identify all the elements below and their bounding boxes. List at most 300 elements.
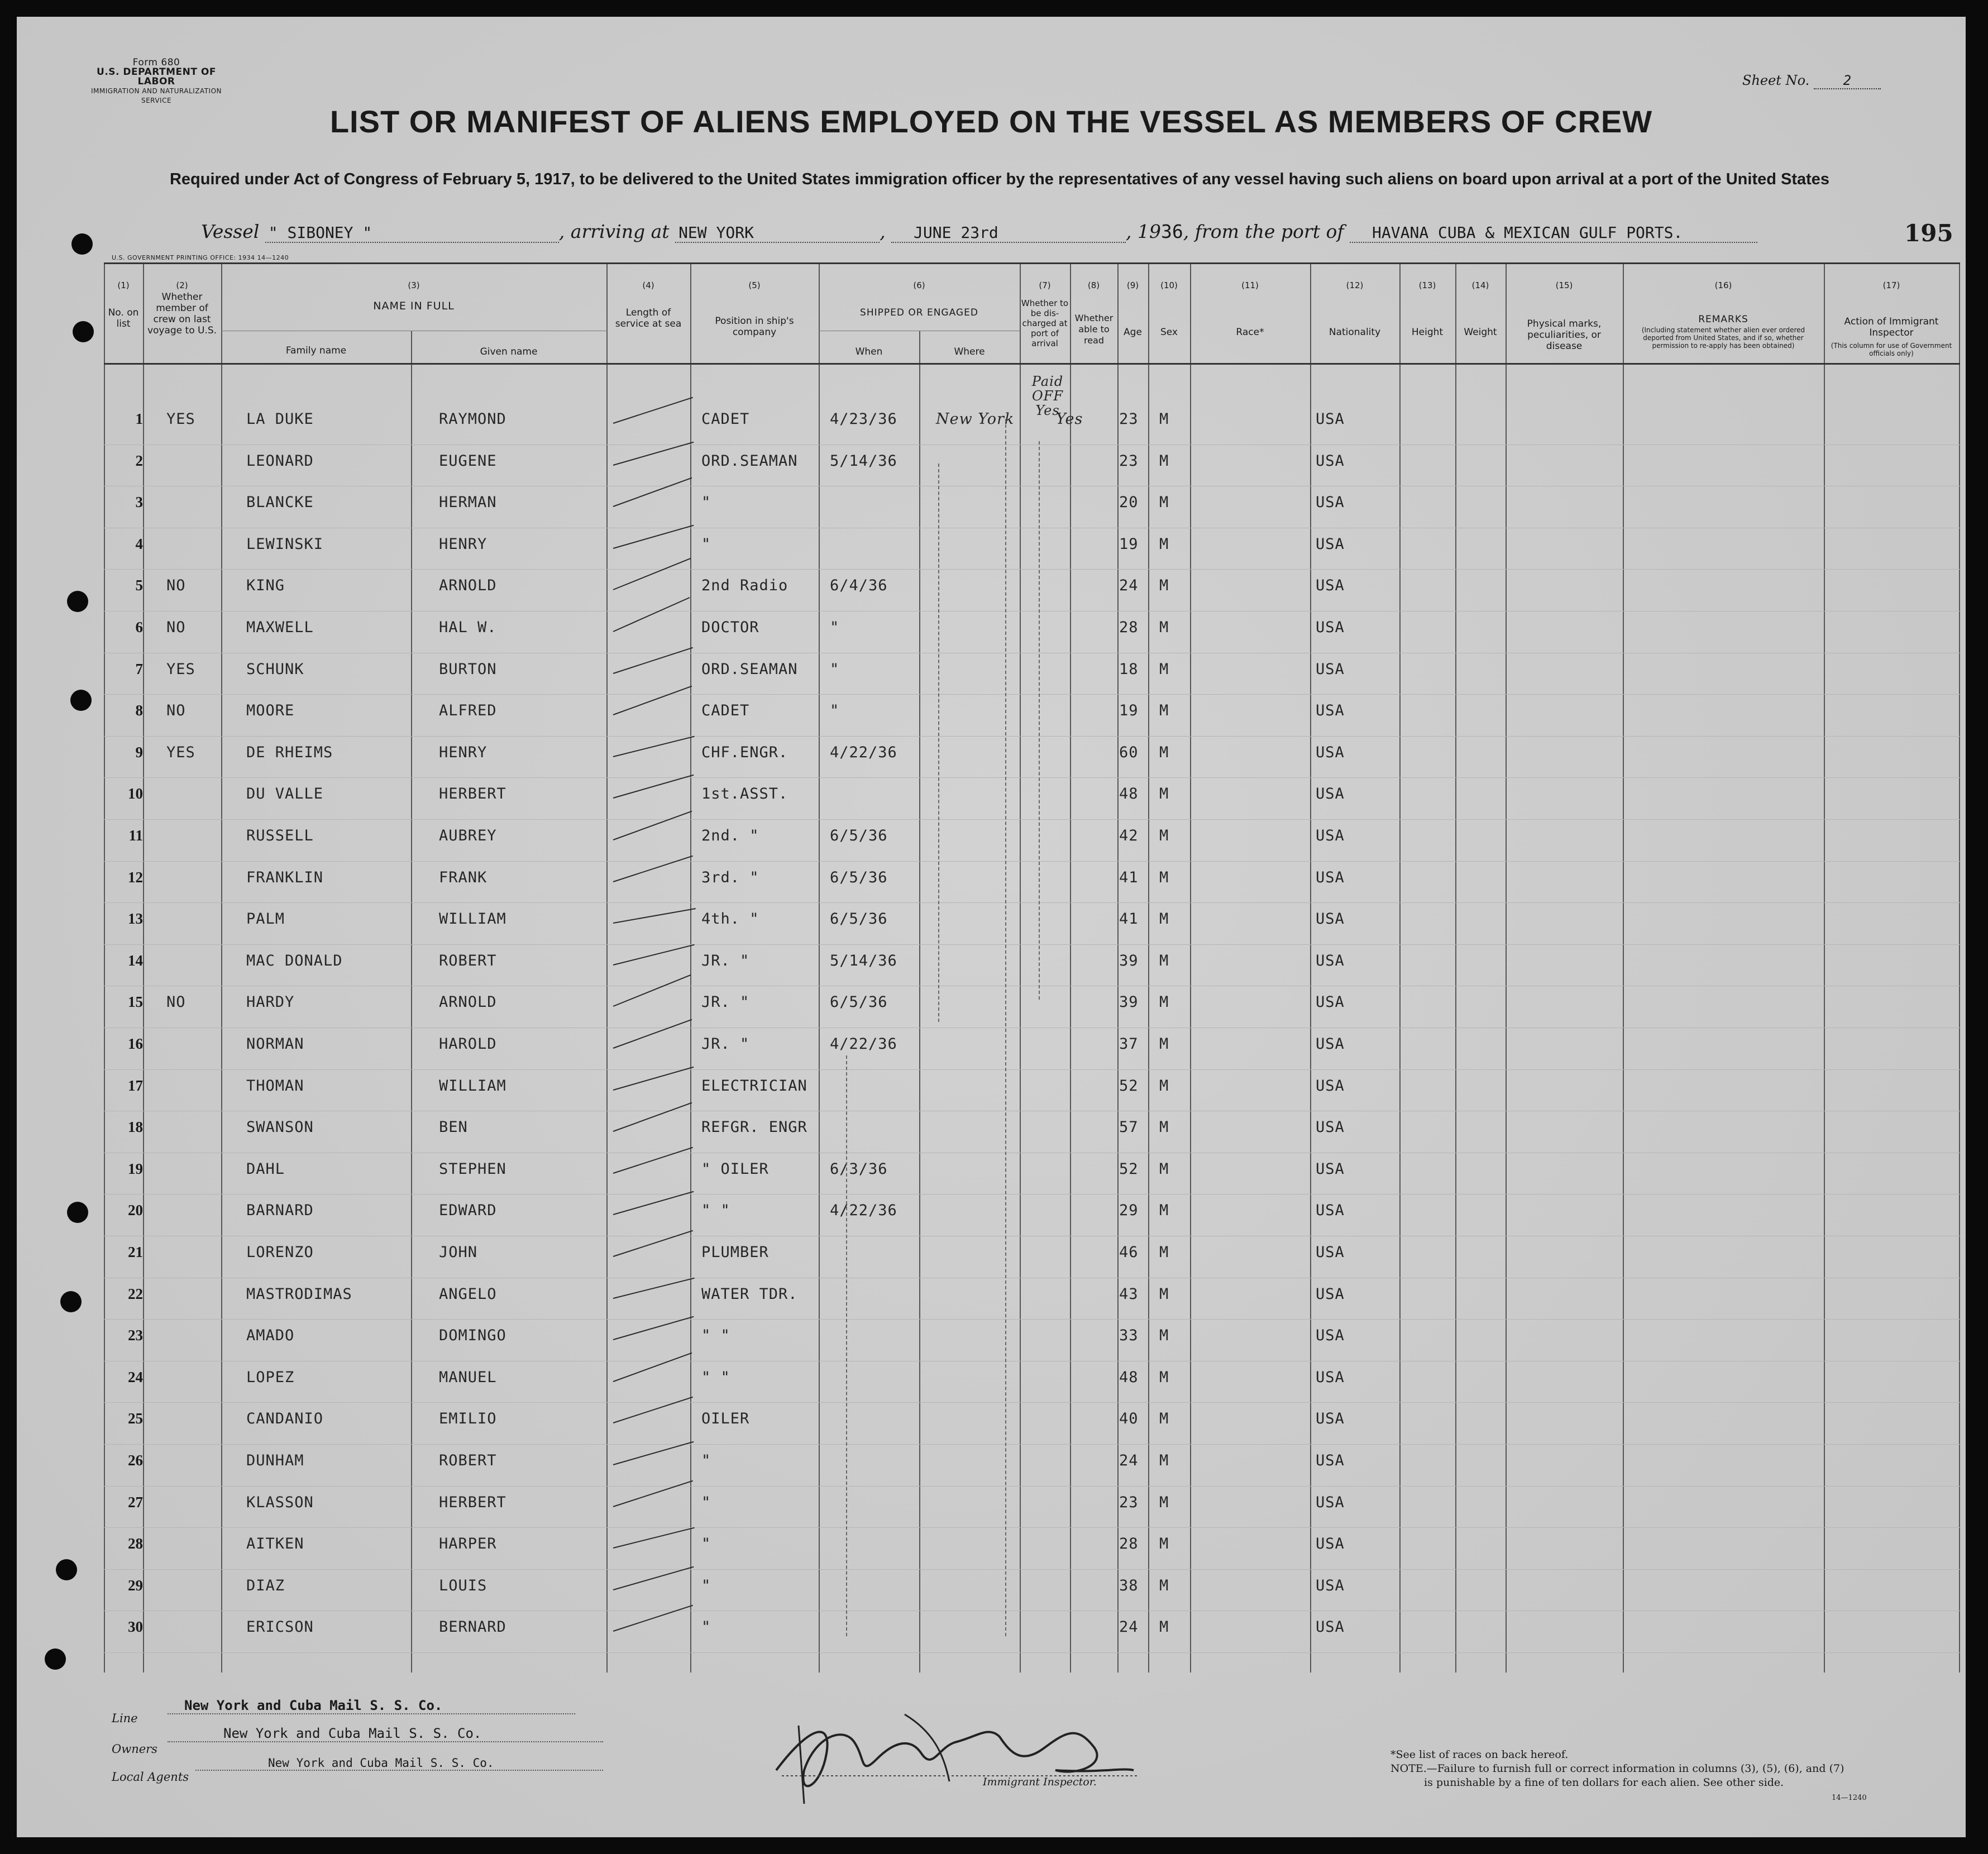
col-num-14: (14) [1471, 280, 1489, 290]
position-cell: 2nd. " [701, 827, 759, 844]
row-number: 29 [128, 1576, 143, 1594]
family-name-cell: MOORE [246, 702, 295, 720]
nationality-cell: USA [1316, 1618, 1345, 1636]
age-cell: 24 [1119, 577, 1139, 595]
family-name-cell: RUSSELL [246, 827, 314, 844]
row-number: 14 [128, 952, 143, 969]
table-row [104, 952, 1960, 994]
table-row [104, 1577, 1960, 1619]
col-head-able-read: Whether able to read [1074, 313, 1114, 346]
position-cell: CHF.ENGR. [701, 743, 788, 761]
nationality-cell: USA [1316, 952, 1345, 969]
row-number: 18 [128, 1119, 143, 1136]
position-cell: ORD.SEAMAN [701, 660, 798, 678]
position-cell: CADET [701, 702, 750, 720]
age-cell: 39 [1119, 952, 1139, 969]
given-name-cell: AUBREY [439, 827, 497, 844]
position-cell: " " [701, 1368, 730, 1386]
position-cell: " OILER [701, 1160, 769, 1178]
service-pen-stroke [613, 908, 696, 924]
given-name-cell: WILLIAM [439, 1077, 506, 1095]
vessel-label: Vessel [201, 221, 260, 242]
nationality-cell: USA [1316, 1035, 1345, 1053]
manifest-sheet [17, 17, 1966, 1837]
col-num-17: (17) [1882, 280, 1900, 290]
nationality-cell: USA [1316, 1535, 1345, 1553]
family-name-cell: LEONARD [246, 452, 314, 470]
position-cell: JR. " [701, 993, 750, 1011]
position-cell: DOCTOR [701, 619, 759, 636]
position-cell: " [701, 535, 711, 553]
age-cell: 37 [1119, 1035, 1139, 1053]
nationality-cell: USA [1316, 868, 1345, 886]
row-number: 1 [135, 410, 143, 427]
col-head-physical-marks: Physical marks, peculiarities, or disease [1527, 318, 1602, 352]
given-name-cell: FRANK [439, 868, 488, 886]
previous-voyage-cell: NO [166, 702, 186, 720]
col-num-6: (6) [913, 280, 925, 290]
sex-cell: M [1159, 785, 1169, 803]
table-row [104, 1494, 1960, 1536]
family-name-cell: LEWINSKI [246, 535, 324, 553]
given-name-cell: ARNOLD [439, 577, 497, 595]
age-cell: 23 [1119, 410, 1139, 428]
family-name-cell: MAXWELL [246, 619, 314, 636]
given-name-cell: LOUIS [439, 1576, 488, 1594]
previous-voyage-cell: YES [166, 660, 195, 678]
age-cell: 42 [1119, 827, 1139, 844]
nationality-cell: USA [1316, 577, 1345, 595]
form-identifier [78, 58, 235, 106]
previous-voyage-cell: NO [166, 993, 186, 1011]
family-name-cell: LA DUKE [246, 410, 314, 428]
age-cell: 46 [1119, 1244, 1139, 1261]
position-cell: " [701, 494, 711, 512]
col-head-length-service: Length of service at sea [615, 307, 682, 329]
sex-cell: M [1159, 1202, 1169, 1220]
sex-cell: M [1159, 1244, 1169, 1261]
sex-cell: M [1159, 952, 1169, 969]
shipped-when-cell: 6/4/36 [830, 577, 888, 595]
given-name-cell: MANUEL [439, 1368, 497, 1386]
nationality-cell: USA [1316, 494, 1345, 512]
sex-cell: M [1159, 1368, 1169, 1386]
family-name-cell: DAHL [246, 1160, 285, 1178]
printing-office-line: U.S. GOVERNMENT PRINTING OFFICE: 1934 14—1240 [112, 254, 289, 261]
age-cell: 43 [1119, 1285, 1139, 1303]
shipped-when-cell: " [830, 660, 840, 678]
col-head-remarks: REMARKS [1698, 314, 1748, 325]
given-name-cell: JOHN [439, 1244, 478, 1261]
family-name-cell: AITKEN [246, 1535, 304, 1553]
nationality-cell: USA [1316, 1077, 1345, 1095]
col-head-inspector-action: Action of Immigrant Inspector [1844, 316, 1939, 338]
table-row [104, 785, 1960, 827]
shipped-when-cell: 6/3/36 [830, 1160, 888, 1178]
family-name-cell: MAC DONALD [246, 952, 343, 969]
table-row [104, 1160, 1960, 1202]
sex-cell: M [1159, 452, 1169, 470]
col-head-given-name: Given name [480, 346, 538, 357]
position-cell: ELECTRICIAN [701, 1077, 807, 1095]
sex-cell: M [1159, 619, 1169, 636]
col-head-name: NAME IN FULL [373, 300, 455, 312]
table-row [104, 494, 1960, 536]
given-name-cell: ANGELO [439, 1285, 497, 1303]
shipped-when-cell: 4/22/36 [830, 1035, 897, 1053]
sex-cell: M [1159, 868, 1169, 886]
nationality-cell: USA [1316, 1410, 1345, 1428]
table-row [104, 910, 1960, 952]
given-name-cell: DOMINGO [439, 1327, 506, 1345]
row-number: 2 [135, 452, 143, 469]
discharged-note: Paid OFF Yes [1031, 374, 1064, 418]
family-name-cell: DU VALLE [246, 785, 324, 803]
punch-hole [60, 1291, 82, 1312]
given-name-cell: HERBERT [439, 1493, 506, 1511]
family-name-cell: KLASSON [246, 1493, 314, 1511]
nationality-cell: USA [1316, 619, 1345, 636]
given-name-cell: BEN [439, 1119, 468, 1136]
given-name-cell: EUGENE [439, 452, 497, 470]
col-num-8: (8) [1087, 280, 1100, 290]
shipped-when-cell: " [830, 619, 840, 636]
family-name-cell: LOPEZ [246, 1368, 295, 1386]
col-head-when: When [855, 346, 883, 357]
age-cell: 19 [1119, 702, 1139, 720]
given-name-cell: ROBERT [439, 1452, 497, 1469]
sex-cell: M [1159, 577, 1169, 595]
family-name-cell: SCHUNK [246, 660, 304, 678]
position-cell: WATER TDR. [701, 1285, 798, 1303]
nationality-cell: USA [1316, 410, 1345, 428]
penalty-note-1: NOTE.—Failure to furnish full or correct information in columns (3), (5), (6), and (7) [1390, 1762, 1844, 1775]
table-row [104, 619, 1960, 661]
age-cell: 23 [1119, 452, 1139, 470]
page-stamp: 195 [1904, 219, 1953, 247]
sex-cell: M [1159, 1327, 1169, 1345]
col-head-nationality: Nationality [1328, 327, 1381, 338]
punch-hole [67, 591, 88, 612]
shipped-where-cell: New York [936, 410, 1015, 428]
col-num-16: (16) [1714, 280, 1732, 290]
col-num-9: (9) [1126, 280, 1139, 290]
given-name-cell: STEPHEN [439, 1160, 506, 1178]
col-num-4: (4) [642, 280, 654, 290]
col-num-12: (12) [1346, 280, 1364, 290]
col-num-3: (3) [408, 280, 420, 290]
family-name-cell: HARDY [246, 993, 295, 1011]
col-num-5: (5) [748, 280, 761, 290]
given-name-cell: HAL W. [439, 619, 497, 636]
table-row [104, 1244, 1960, 1286]
crew-table [104, 262, 1960, 1673]
position-cell: " [701, 1452, 711, 1469]
position-cell: " [701, 1493, 711, 1511]
local-agents-value: New York and Cuba Mail S. S. Co. [195, 1756, 603, 1771]
col-head-sex: Sex [1160, 327, 1178, 338]
given-name-cell: HAROLD [439, 1035, 497, 1053]
position-cell: 4th. " [701, 910, 759, 928]
family-name-cell: CANDANIO [246, 1410, 324, 1428]
year-suffix: 36 [1161, 221, 1183, 242]
row-number: 12 [128, 868, 143, 886]
vessel-info-line: Vessel " SIBONEY " , arriving at NEW YORK , JUNE 23rd , 1936, from the port of HAVANA CUBA & MEXICAN GULF PORTS. [201, 221, 1820, 254]
nationality-cell: USA [1316, 452, 1345, 470]
table-row [104, 827, 1960, 869]
table-row [104, 993, 1960, 1035]
row-number: 23 [128, 1327, 143, 1344]
row-number: 6 [135, 619, 143, 635]
col-head-race: Race* [1236, 327, 1264, 338]
col-num-10: (10) [1160, 280, 1178, 290]
table-row [104, 1535, 1960, 1577]
nationality-cell: USA [1316, 910, 1345, 928]
age-cell: 38 [1119, 1576, 1139, 1594]
age-cell: 41 [1119, 910, 1139, 928]
row-number: 16 [128, 1035, 143, 1052]
col-num-11: (11) [1241, 280, 1259, 290]
row-number: 30 [128, 1618, 143, 1636]
position-cell: 2nd Radio [701, 577, 788, 595]
sex-cell: M [1159, 1410, 1169, 1428]
given-name-cell: HENRY [439, 743, 488, 761]
previous-voyage-cell: NO [166, 577, 186, 595]
age-cell: 28 [1119, 619, 1139, 636]
shipped-when-cell: 4/23/36 [830, 410, 897, 428]
table-row [104, 577, 1960, 619]
inspector-signature [765, 1703, 1145, 1809]
penalty-note-2: is punishable by a fine of ten dollars for each alien. See other side. [1424, 1776, 1784, 1789]
nationality-cell: USA [1316, 535, 1345, 553]
sex-cell: M [1159, 494, 1169, 512]
age-cell: 33 [1119, 1327, 1139, 1345]
sex-cell: M [1159, 1618, 1169, 1636]
col-head-prev-voyage: Whether member of crew on last voyage to U.S. [147, 292, 217, 336]
table-row [104, 1618, 1960, 1660]
sex-cell: M [1159, 910, 1169, 928]
row-number: 25 [128, 1410, 143, 1427]
nationality-cell: USA [1316, 1327, 1345, 1345]
punch-hole [67, 1202, 88, 1223]
table-row [104, 1286, 1960, 1327]
col-head-weight: Weight [1464, 327, 1497, 338]
document-title: LIST OR MANIFEST OF ALIENS EMPLOYED ON THE VESSEL AS MEMBERS OF CREW [329, 104, 1653, 139]
col-head-discharged: Whether to be dis-charged at port of arrival [1021, 298, 1069, 348]
col-head-age: Age [1124, 327, 1142, 338]
nationality-cell: USA [1316, 1119, 1345, 1136]
punch-hole [45, 1648, 66, 1670]
table-row [104, 1202, 1960, 1244]
sex-cell: M [1159, 1160, 1169, 1178]
races-note: *See list of races on back hereof. [1390, 1748, 1569, 1761]
age-cell: 28 [1119, 1535, 1139, 1553]
service-pen-stroke [613, 397, 693, 424]
family-name-cell: MASTRODIMAS [246, 1285, 352, 1303]
shipped-when-cell: 6/5/36 [830, 868, 888, 886]
age-cell: 48 [1119, 1368, 1139, 1386]
nationality-cell: USA [1316, 1160, 1345, 1178]
table-row [104, 1327, 1960, 1369]
given-name-cell: ROBERT [439, 952, 497, 969]
col-num-15: (15) [1555, 280, 1573, 290]
given-name-cell: HENRY [439, 535, 488, 553]
owners-label: Owners [112, 1742, 157, 1756]
table-row [104, 1035, 1960, 1077]
age-cell: 20 [1119, 494, 1139, 512]
sex-cell: M [1159, 702, 1169, 720]
punch-hole [71, 233, 93, 255]
form-number: Form 680 [132, 57, 180, 68]
table-row [104, 1452, 1960, 1494]
family-name-cell: DUNHAM [246, 1452, 304, 1469]
nationality-cell: USA [1316, 1244, 1345, 1261]
family-name-cell: DIAZ [246, 1576, 285, 1594]
sex-cell: M [1159, 1285, 1169, 1303]
arrival-date: JUNE 23rd [891, 223, 1126, 243]
row-number: 28 [128, 1535, 143, 1552]
sex-cell: M [1159, 1077, 1169, 1095]
age-cell: 60 [1119, 743, 1139, 761]
row-number: 22 [128, 1285, 143, 1302]
col-head-shipped: SHIPPED OR ENGAGED [860, 307, 978, 318]
table-row [104, 702, 1960, 744]
nationality-cell: USA [1316, 993, 1345, 1011]
row-number: 19 [128, 1160, 143, 1177]
family-name-cell: FRANKLIN [246, 868, 324, 886]
punch-hole [73, 321, 94, 342]
nationality-cell: USA [1316, 1368, 1345, 1386]
sheet-number-field [1742, 73, 1881, 89]
able-to-read-cell: Yes [1056, 410, 1083, 428]
sex-cell: M [1159, 1493, 1169, 1511]
position-cell: " [701, 1618, 711, 1636]
family-name-cell: SWANSON [246, 1119, 314, 1136]
given-name-cell: HERMAN [439, 494, 497, 512]
year-prefix: , 19 [1126, 221, 1162, 242]
punch-hole [56, 1559, 77, 1580]
col-num-2: (2) [176, 280, 188, 290]
col-head-family-name: Family name [285, 345, 347, 356]
arriving-label: , arriving at [558, 221, 670, 242]
document-subtitle: Required under Act of Congress of February 5, 1917, to be delivered to the United States immigration officer by the representatives of any vessel having such aliens on board upon arrival at a port of the United States [169, 170, 1830, 188]
nationality-cell: USA [1316, 1285, 1345, 1303]
sex-cell: M [1159, 660, 1169, 678]
nationality-cell: USA [1316, 785, 1345, 803]
family-name-cell: BLANCKE [246, 494, 314, 512]
shipped-when-cell: 4/22/36 [830, 743, 897, 761]
row-number: 27 [128, 1493, 143, 1511]
col-num-1: (1) [117, 280, 130, 290]
given-name-cell: EDWARD [439, 1202, 497, 1220]
sheet-number-label: Sheet No. [1742, 73, 1810, 88]
shipped-when-cell: 5/14/36 [830, 452, 897, 470]
given-name-cell: BERNARD [439, 1618, 506, 1636]
position-cell: " [701, 1535, 711, 1553]
nationality-cell: USA [1316, 660, 1345, 678]
table-row [104, 410, 1960, 452]
family-name-cell: KING [246, 577, 285, 595]
sheet-number-value: 2 [1814, 73, 1881, 89]
family-name-cell: DE RHEIMS [246, 743, 333, 761]
shipped-when-cell: 4/22/36 [830, 1202, 897, 1220]
age-cell: 24 [1119, 1618, 1139, 1636]
arriving-port: NEW YORK [675, 223, 880, 243]
from-port-label: , from the port of [1183, 221, 1344, 242]
previous-voyage-cell: NO [166, 619, 186, 636]
sex-cell: M [1159, 1119, 1169, 1136]
row-number: 24 [128, 1368, 143, 1385]
given-name-cell: WILLIAM [439, 910, 506, 928]
nationality-cell: USA [1316, 1493, 1345, 1511]
shipped-when-cell: " [830, 702, 840, 720]
family-name-cell: AMADO [246, 1327, 295, 1345]
service-name: IMMIGRATION AND NATURALIZATION SERVICE [91, 87, 222, 104]
row-number: 5 [135, 577, 143, 594]
shipped-when-cell: 5/14/36 [830, 952, 897, 969]
from-port: HAVANA CUBA & MEXICAN GULF PORTS. [1350, 223, 1757, 243]
given-name-cell: HARPER [439, 1535, 497, 1553]
age-cell: 18 [1119, 660, 1139, 678]
shipped-when-cell: 6/5/36 [830, 910, 888, 928]
row-number: 9 [135, 743, 143, 761]
table-row [104, 1410, 1960, 1452]
sex-cell: M [1159, 827, 1169, 844]
vessel-name: " SIBONEY " [265, 223, 559, 243]
local-agents-label: Local Agents [112, 1770, 189, 1784]
age-cell: 19 [1119, 535, 1139, 553]
nationality-cell: USA [1316, 1576, 1345, 1594]
col-head-where: Where [954, 346, 985, 357]
sex-cell: M [1159, 1576, 1169, 1594]
family-name-cell: PALM [246, 910, 285, 928]
family-name-cell: ERICSON [246, 1618, 314, 1636]
family-name-cell: LORENZO [246, 1244, 314, 1261]
age-cell: 52 [1119, 1077, 1139, 1095]
given-name-cell: HERBERT [439, 785, 506, 803]
sex-cell: M [1159, 743, 1169, 761]
given-name-cell: BURTON [439, 660, 497, 678]
age-cell: 40 [1119, 1410, 1139, 1428]
position-cell: REFGR. ENGR [701, 1119, 807, 1136]
position-cell: JR. " [701, 952, 750, 969]
position-cell: 3rd. " [701, 868, 759, 886]
department-name: U.S. DEPARTMENT OF LABOR [97, 66, 216, 87]
age-cell: 57 [1119, 1119, 1139, 1136]
row-number: 15 [128, 993, 143, 1011]
sex-cell: M [1159, 1535, 1169, 1553]
table-row [104, 452, 1960, 494]
row-number: 26 [128, 1452, 143, 1469]
col-head-remarks-note: (Including statement whether alien ever ordered deported from United States, and if so, whether permission to re-apply has been obtained) [1641, 326, 1805, 350]
sex-cell: M [1159, 1452, 1169, 1469]
given-name-cell: ARNOLD [439, 993, 497, 1011]
nationality-cell: USA [1316, 743, 1345, 761]
previous-voyage-cell: YES [166, 743, 195, 761]
table-row [104, 869, 1960, 911]
position-cell: " " [701, 1202, 730, 1220]
sex-cell: M [1159, 1035, 1169, 1053]
previous-voyage-cell: YES [166, 410, 195, 428]
position-cell: ORD.SEAMAN [701, 452, 798, 470]
given-name-cell: RAYMOND [439, 410, 506, 428]
punch-hole [70, 690, 92, 711]
row-number: 4 [135, 535, 143, 552]
row-number: 7 [135, 660, 143, 677]
row-number: 17 [128, 1077, 143, 1094]
col-num-7: (7) [1039, 280, 1051, 290]
col-head-position: Position in ship's company [715, 316, 794, 338]
